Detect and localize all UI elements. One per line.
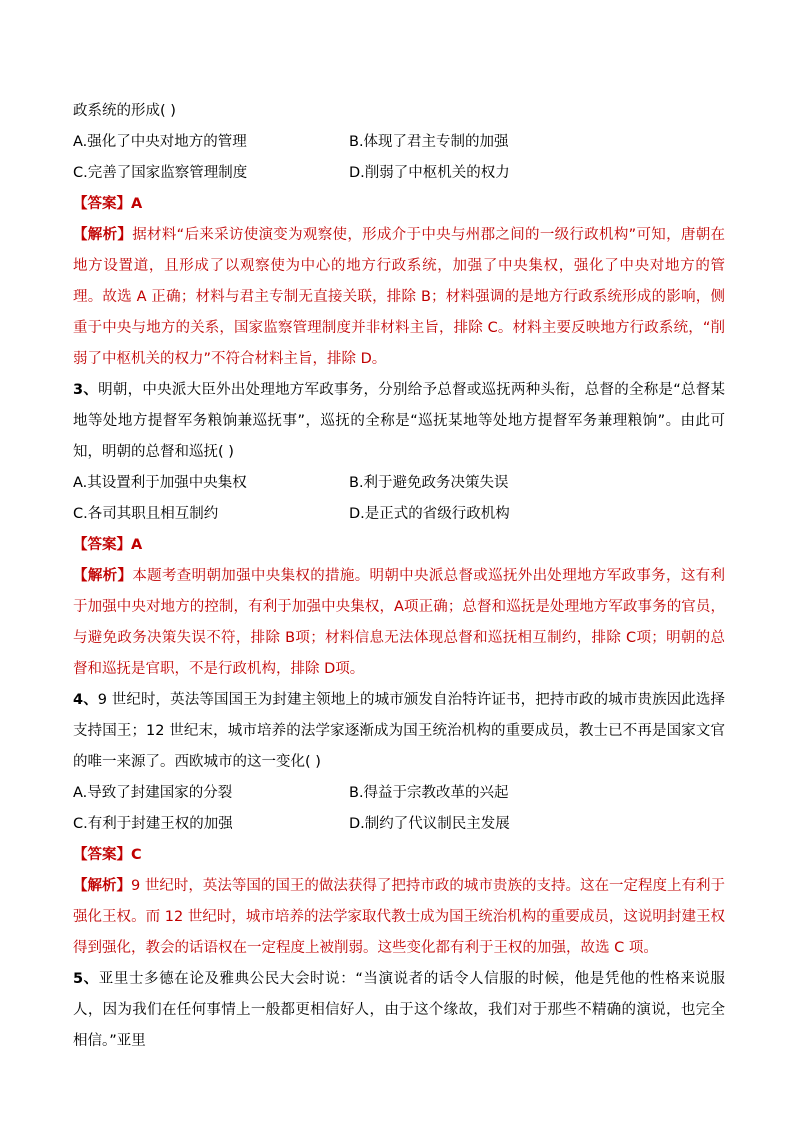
q2-option-d: D.削弱了中枢机关的权力 [349, 165, 510, 181]
q4-analysis [73, 871, 725, 964]
analysis-tag: 【解析】 [73, 227, 133, 243]
analysis-text: 本题考查明朝加强中央集权的措施。明朝中央派总督或巡抚外出处理地方军政事务，这有利于加强中央对地方的控制，有利于加强中央集权，A项正确；总督和巡抚是处理地方军政事务的官员，与避免政务决策失误不符，排除 B项；材料信息无法体现总督和巡抚相互制约，排除 C项；明朝的总督和巡抚是官职，不是行政机构，排除 D项。 [73, 568, 726, 677]
exam-page [73, 96, 725, 1057]
q2-analysis [73, 220, 725, 375]
q2-answer [73, 189, 725, 220]
q3-option-b: B.利于避免政务决策失误 [349, 475, 509, 491]
q4-options-row-2 [73, 809, 725, 840]
q2-options-row-2 [73, 158, 725, 189]
analysis-tag: 【解析】 [73, 568, 133, 584]
q4-option-c: C.有利于封建王权的加强 [73, 816, 233, 832]
q2-stem-tail: 政系统的形成( ) [73, 103, 176, 119]
q3-options-row-1 [73, 468, 725, 499]
q3-option-c: C.各司其职且相互制约 [73, 506, 219, 522]
q3-option-d: D.是正式的省级行政机构 [349, 506, 510, 522]
q2-option-c: C.完善了国家监察管理制度 [73, 165, 248, 181]
q2-option-b: B.体现了君主专制的加强 [349, 134, 509, 150]
answer-value: A [131, 537, 143, 553]
q4-options-row-1 [73, 778, 725, 809]
question-text: 明朝，中央派大臣外出处理地方军政事务，分别给予总督或巡抚两种头衔，总督的全称是“总督某地等处地方提督军务粮饷兼巡抚事”，巡抚的全称是“巡抚某地等处地方提督军务兼理粮饷”。由此可知，明朝的总督和巡抚( ) [73, 382, 725, 460]
q3-stem [73, 375, 725, 468]
answer-tag: 【答案】 [73, 196, 131, 212]
question-number: 4、 [73, 692, 98, 708]
question-number: 3、 [73, 382, 99, 398]
answer-value: C [131, 847, 142, 863]
question-text: 亚里士多德在论及雅典公民大会时说：“当演说者的话令人信服的时候，他是凭他的性格来说服人，因为我们在任何事情上一般都更相信好人，由于这个缘故，我们对于那些不精确的演说，也完全相信。”亚里 [73, 971, 725, 1049]
q3-options-row-2 [73, 499, 725, 530]
q4-answer [73, 840, 725, 871]
question-text: 9 世纪时，英法等国国王为封建主领地上的城市颁发自治特许证书，把持市政的城市贵族因此选择支持国王；12 世纪末，城市培养的法学家逐渐成为国王统治机构的重要成员，教士已不再是国家文官的唯一来源了。西欧城市的这一变化( ) [73, 692, 725, 770]
q4-option-d: D.制约了代议制民主发展 [349, 816, 510, 832]
q4-option-b: B.得益于宗教改革的兴起 [349, 785, 509, 801]
q4-option-a: A.导致了封建国家的分裂 [73, 785, 233, 801]
answer-tag: 【答案】 [73, 847, 131, 863]
answer-tag: 【答案】 [73, 537, 131, 553]
analysis-tag: 【解析】 [73, 878, 132, 894]
q3-option-a: A.其设置利于加强中央集权 [73, 475, 247, 491]
q5-stem [73, 964, 725, 1057]
analysis-text: 据材料“后来采访使演变为观察使，形成介于中央与州郡之间的一级行政机构”可知，唐朝在地方设置道，且形成了以观察使为中心的地方行政系统，加强了中央集权，强化了中央对地方的管理。故选 A 正确；材料与君主专制无直接关联，排除 B；材料强调的是地方行政系统形成的影响，侧重于中央与地方的关系，国家监察管理制度并非材料主旨，排除 C。材料主要反映地方行政系统，“削弱了中枢机关的权力”不符合材料主旨，排除 D。 [73, 227, 725, 367]
q2-option-a: A.强化了中央对地方的管理 [73, 134, 247, 150]
question-number: 5、 [73, 971, 99, 987]
q4-stem [73, 685, 725, 778]
answer-value: A [131, 196, 143, 212]
q2-options-row-1 [73, 127, 725, 158]
q3-analysis [73, 561, 725, 685]
q3-answer [73, 530, 725, 561]
analysis-text: 9 世纪时，英法等国的国王的做法获得了把持市政的城市贵族的支持。这在一定程度上有利于强化王权。而 12 世纪时，城市培养的法学家取代教士成为国王统治机构的重要成员，这说明封建王权得到强化，教会的话语权在一定程度上被削弱。这些变化都有利于王权的加强，故选 C 项。 [73, 878, 725, 956]
